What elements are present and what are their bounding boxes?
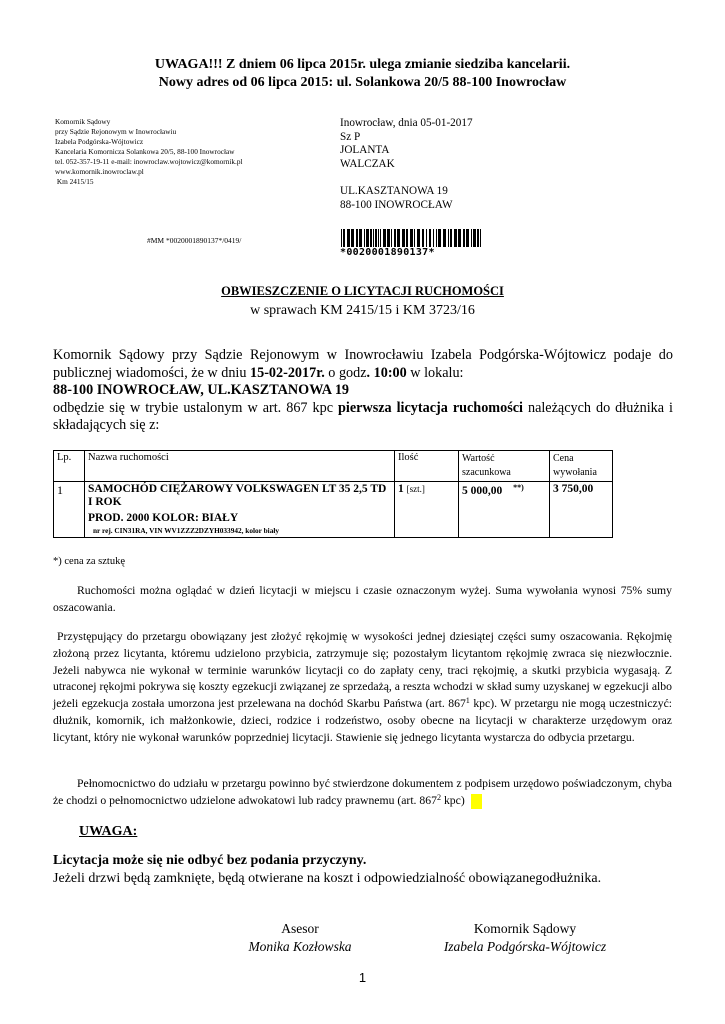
notice-line-1: UWAGA!!! Z dniem 06 lipca 2015r. ulega zmianie siedziba kancelarii. — [154, 57, 571, 72]
row-price — [550, 482, 613, 538]
cancellation-note: Licytacja może się nie odbyć bez podania przyczyny. — [53, 853, 367, 868]
barcode-bar — [394, 229, 396, 249]
row-qty — [395, 482, 459, 538]
table-header-row — [54, 451, 613, 482]
recipient-block — [340, 117, 473, 212]
recipient-address-line: 88-100 INOWROCŁAW — [340, 198, 453, 211]
barcode-bar — [480, 229, 481, 249]
barcode-bar — [443, 229, 446, 249]
intro-paragraph — [53, 347, 673, 435]
header-price — [550, 451, 613, 482]
recipient-line: Sz P — [340, 130, 361, 143]
deposit-text: kpc). W przetargu nie mogą uczestniczyć: dłużnik, komornik, ich małżonkowie, dzieci, rodzice i rodzeństwo, osoby obecne na licytacji w charakterze urzędowym oraz licytant, który nie wykonał warunków poprzedniej licytacji. Stawienie się jednego licytanta wystarcza do odbycia przetargu. — [53, 697, 673, 744]
qty-value: 1 — [398, 483, 404, 495]
barcode-bar — [406, 229, 408, 249]
barcode-bar — [351, 229, 354, 249]
signature-role: Asesor — [281, 921, 319, 936]
recipient-line: WALCZAK — [340, 157, 395, 170]
barcode-bar — [463, 229, 465, 249]
mm-code: #MM *0020001890137*/0419/ — [147, 236, 242, 245]
article-superscript: 1 — [465, 696, 470, 706]
auction-type: pierwsza licytacja ruchomości — [338, 399, 523, 416]
barcode-bar — [429, 229, 431, 249]
auction-time: . 10:00 — [366, 364, 407, 381]
deposit-text: Przystępujący do przetargu obowiązany jest złożyć rękojmię w wysokości jednej dziesiątej części sumy oszacowania. Rękojmię złożoną przez licytanta, któremu udzielono przybicia, zatrzymuje się; pozostałym licytantom rękojmię zwraca się niezwłocznie. Jeżeli nabywca nie wykonał w terminie warunków licytacji co do zapłaty ceny, traci rękojmię, a skutki przybicia wygasają. Z utraconej rękojmi pokrywa się koszty egzekucji związanej ze sprzedażą, a reszta wchodzi w skład sumy uzyskanej w egzekucji albo jeżeli egzekucja została umorzona jest przelewana na dochód Skarbu Państwa (art. 867 — [53, 630, 672, 711]
barcode-bar — [473, 229, 476, 249]
barcode-bar — [466, 229, 469, 249]
document-title: OBWIESZCZENIE O LICYTACJI RUCHOMOŚCI — [221, 284, 504, 298]
header-name: Nazwa ruchomości — [85, 451, 395, 482]
signature-right — [420, 920, 630, 956]
barcode-bar — [391, 229, 392, 249]
intro-text: odbędzie się w trybie ustalonym w art. 867 kpc — [53, 399, 339, 416]
signature-left — [235, 920, 365, 956]
page-number: 1 — [358, 970, 367, 985]
barcode-bar — [450, 229, 452, 249]
barcode-bar — [438, 229, 441, 249]
barcode-bar — [366, 229, 369, 249]
barcode-bar — [414, 229, 415, 249]
barcode-bar — [402, 229, 405, 249]
barcode — [340, 229, 484, 259]
document-subtitle: w sprawach KM 2415/15 i KM 3723/16 — [250, 303, 475, 318]
intro-text: Komornik Sądowy przy Sądzie Rejonowym w Inowrocławiu Izabela Podgórska-Wójtowicz podaje do publicznej wiadomości, że w dniu — [53, 347, 673, 381]
sender-line: przy Sądzie Rejonowym w Inowrocławiu — [55, 127, 177, 136]
barcode-bar — [397, 229, 400, 249]
place-date-line: Inowrocław, dnia 05-01-2017 — [340, 117, 473, 129]
barcode-bar — [433, 229, 434, 249]
starting-price: 3 750,00 — [553, 483, 594, 495]
attorney-text: kpc) — [441, 793, 465, 807]
barcode-bar — [448, 229, 449, 249]
kancelaria-move-notice — [0, 56, 725, 92]
barcode-bar — [383, 229, 386, 249]
barcode-bar — [375, 229, 377, 249]
barcode-bar — [471, 229, 472, 249]
barcode-bar — [341, 229, 342, 249]
header-lp: Lp. — [54, 451, 85, 482]
barcode-bar — [347, 229, 350, 249]
uwaga-heading: UWAGA: — [79, 824, 138, 839]
intro-text: w lokalu: — [406, 364, 464, 381]
barcode-bar — [417, 229, 420, 249]
header-price-line: Cena — [553, 453, 574, 464]
barcode-bar — [477, 229, 479, 249]
header-qty: Ilość — [395, 451, 459, 482]
sender-line: www.komornik.inowroclaw.pl — [55, 167, 144, 176]
item-name-line: SAMOCHÓD CIĘŻAROWY VOLKSWAGEN LT 35 2,5 TD I ROK — [88, 483, 387, 508]
barcode-bar — [364, 229, 365, 249]
sender-line: tel. 052-357-19-11 e-mail: inowroclaw.wojtowicz@komornik.pl — [55, 157, 243, 166]
item-name-line: PROD. 2000 KOLOR: BIAŁY — [88, 512, 239, 524]
barcode-bar — [343, 229, 345, 249]
deposit-paragraph — [53, 629, 672, 747]
signature-role: Komornik Sądowy — [473, 921, 577, 936]
table-row — [54, 482, 613, 538]
article-superscript: 2 — [436, 792, 442, 802]
sender-case-number: Km 2415/15 — [55, 177, 94, 186]
barcode-bar — [458, 229, 461, 249]
row-value — [459, 482, 550, 538]
item-detail: nr rej. CIN31RA, VIN WV1ZZZ2DZYH033942, kolor biały — [93, 526, 280, 535]
barcode-bar — [380, 229, 381, 249]
barcode-text: *0020001890137* — [340, 247, 484, 258]
row-name — [85, 482, 395, 538]
qty-unit: [szt.] — [406, 484, 425, 494]
barcode-bar — [373, 229, 374, 249]
sender-line: Izabela Podgórska-Wójtowicz — [55, 137, 144, 146]
door-note: Jeżeli drzwi będą zamknięte, będą otwierane na koszt i odpowiedzialność obowiązanegodłużnika. — [53, 870, 602, 886]
auction-location: 88-100 INOWROCŁAW, UL.KASZTANOWA 19 — [53, 382, 350, 398]
barcode-bar — [436, 229, 437, 249]
row-lp: 1 — [54, 482, 85, 538]
estimated-value: 5 000,00 — [462, 485, 503, 497]
final-notes — [53, 852, 601, 887]
sender-line: Kancelaria Komornicza Solankowa 20/5, 88-100 Inowrocław — [55, 147, 235, 156]
signature-name: Monika Kozłowska — [248, 939, 352, 954]
barcode-bar — [454, 229, 457, 249]
header-price-line: wywołania — [553, 467, 597, 478]
attorney-text: Pełnomocnictwo do udziału w przetargu powinno być stwierdzone dokumentem z podpisem urzędowo poświadczonym, chyba że chodzi o pełnomocnictwo udzielone adwokatowi lub radcy prawnemu (art. 867 — [53, 777, 672, 807]
header-value-line: Wartość — [462, 453, 495, 464]
power-of-attorney-paragraph — [53, 776, 672, 810]
viewing-paragraph: Ruchomości można oglądać w dzień licytacji w miejscu i czasie oznaczonym wyżej. Suma wywołania wynosi 75% sumy oszacowania. — [53, 584, 672, 614]
barcode-bar — [426, 229, 427, 249]
barcode-bar — [370, 229, 372, 249]
auction-date: 15-02-2017r. — [250, 364, 325, 381]
barcode-bar — [378, 229, 379, 249]
intro-text: o godz — [324, 364, 367, 381]
barcode-bar — [356, 229, 358, 249]
barcode-bar — [410, 229, 413, 249]
header-value-line: szacunkowa — [462, 467, 511, 478]
barcode-bar — [422, 229, 424, 249]
recipient-address-line: UL.KASZTANOWA 19 — [340, 185, 448, 197]
barcode-bars — [340, 229, 484, 249]
highlight-mark — [471, 794, 482, 809]
intro-text: należących do dłużnika i składających się z: — [53, 399, 673, 433]
footnote: *) cena za sztukę — [53, 556, 125, 567]
signature-name: Izabela Podgórska-Wójtowicz — [443, 939, 607, 954]
recipient-line: JOLANTA — [340, 144, 390, 156]
header-value — [459, 451, 550, 482]
sender-block — [55, 117, 243, 187]
items-table — [53, 450, 613, 538]
value-mark: **) — [513, 483, 524, 492]
barcode-bar — [359, 229, 362, 249]
notice-line-2: Nowy adres od 06 lipca 2015: ul. Solankowa 20/5 88-100 Inowrocław — [158, 75, 567, 90]
sender-line: Komornik Sądowy — [55, 117, 111, 126]
barcode-bar — [387, 229, 390, 249]
